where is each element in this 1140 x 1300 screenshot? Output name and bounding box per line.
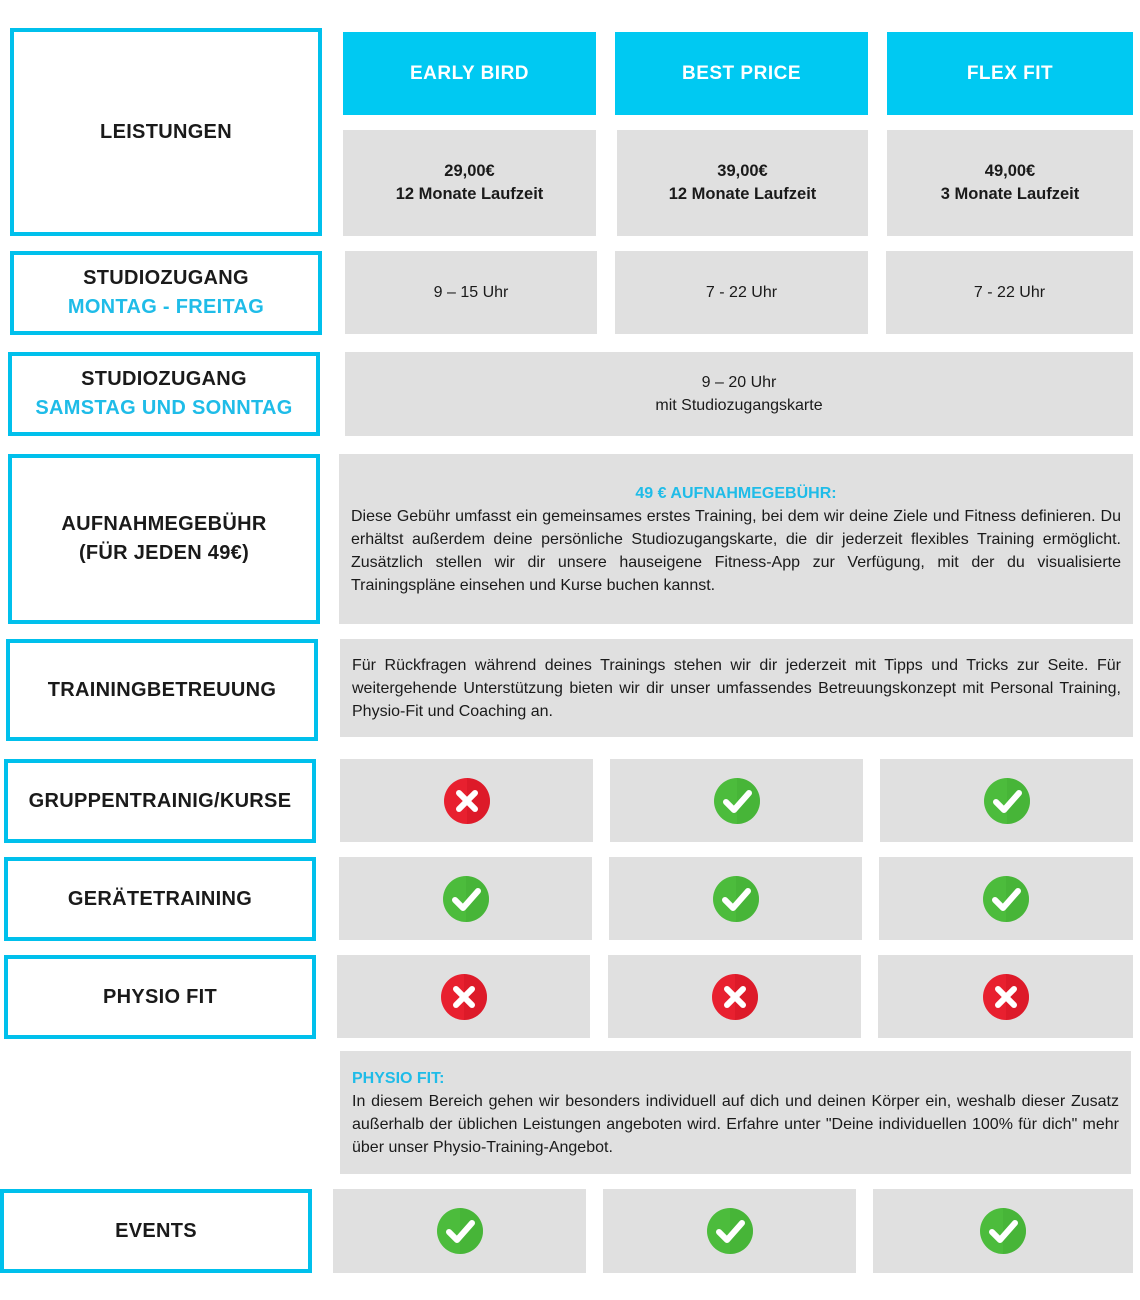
- feature-cell: [879, 857, 1133, 940]
- check-icon: [706, 1207, 754, 1255]
- row-subtitle: SAMSTAG UND SONNTAG: [35, 397, 293, 419]
- fee-info-heading: 49 € AUFNAHMEGEBÜHR:: [635, 484, 837, 502]
- plan-price-early-bird: [343, 130, 596, 236]
- plan-header-best-price: [615, 32, 868, 115]
- plan-price: 39,00€: [717, 162, 768, 180]
- fee-label: [8, 454, 320, 624]
- row-title: GRUPPENTRAINIG/KURSE: [28, 789, 292, 812]
- weekday-access-label: [10, 251, 322, 335]
- feature-cell: [333, 1189, 586, 1273]
- plan-price-best-price: [617, 130, 868, 236]
- plan-term: 3 Monate Laufzeit: [940, 185, 1080, 203]
- weekend-hours-cell: [345, 352, 1133, 436]
- check-icon: [982, 875, 1030, 923]
- weekday-hours-best-price: [615, 251, 868, 334]
- row-title: STUDIOZUGANG: [81, 368, 247, 390]
- fee-info-cell: [339, 454, 1133, 624]
- leistungen-label: [10, 28, 322, 236]
- row-title: TRAININGBETREUUNG: [47, 678, 277, 701]
- feature-cell: [609, 857, 862, 940]
- check-icon: [436, 1207, 484, 1255]
- feature-cell: [873, 1189, 1133, 1273]
- feature-cell: [603, 1189, 856, 1273]
- support-label: [6, 639, 318, 741]
- weekend-note: mit Studiozugangskarte: [655, 397, 823, 414]
- plan-price: 29,00€: [444, 162, 495, 180]
- feature-label-equipment: [4, 857, 316, 941]
- physio-info-cell: [340, 1051, 1131, 1174]
- weekday-hours-flex-fit: [886, 251, 1133, 334]
- row-title: AUFNAHMEGEBÜHR: [61, 513, 267, 535]
- feature-cell: [340, 759, 593, 842]
- weekday-hours-early-bird: [345, 251, 597, 334]
- feature-label-physio-fit: [4, 955, 316, 1039]
- plan-price: 49,00€: [984, 162, 1036, 180]
- plan-term: 12 Monate Laufzeit: [668, 185, 817, 203]
- check-icon: [979, 1207, 1027, 1255]
- check-icon: [442, 875, 490, 923]
- weekend-access-label: [8, 352, 320, 436]
- hours-text: 9 – 15 Uhr: [433, 284, 509, 301]
- cross-icon: [711, 973, 759, 1021]
- row-title: EVENTS: [115, 1219, 197, 1242]
- row-subtitle: MONTAG - FREITAG: [67, 296, 265, 318]
- feature-label-group-training: [4, 759, 316, 843]
- physio-info-heading: PHYSIO FIT:: [352, 1069, 445, 1087]
- check-icon: [713, 777, 761, 825]
- plan-name: EARLY BIRD: [409, 62, 530, 84]
- feature-cell: [337, 955, 590, 1038]
- physio-info-text: In diesem Bereich gehen wir besonders individuell auf dich und deinen Körper ein, weshalb dieser Zusatz außerhalb der üblichen Leistungen angeboten wird. Erfahre unter "Deine individuellen 100% für dich" mehr über unser Physio-Training-Angebot.: [352, 1092, 1119, 1156]
- plan-header-early-bird: [343, 32, 596, 115]
- hours-text: 7 - 22 Uhr: [705, 284, 778, 301]
- row-title: GERÄTETRAINING: [67, 887, 253, 910]
- row-subtitle-fee: (FÜR JEDEN 49€): [78, 542, 250, 564]
- feature-cell: [339, 857, 592, 940]
- cross-icon: [982, 973, 1030, 1021]
- support-info-text: Für Rückfragen während deines Trainings stehen wir dir jederzeit mit Tipps und Tricks zur Seite. Für weitergehende Unterstützung bieten wir dir unser umfassendes Betreuungskonzept mit Personal Training, Physio-Fit und Coaching an.: [352, 656, 1121, 720]
- cross-icon: [443, 777, 491, 825]
- hours-text: 7 - 22 Uhr: [973, 284, 1046, 301]
- fee-info-text: Diese Gebühr umfasst ein gemeinsames erstes Training, bei dem wir deine Ziele und Fitness definieren. Du erhältst außerdem deine persönliche Studiozugangskarte, die dir jederzeit flexibles Training ermöglicht. Zusätzlich stellen wir dir unsere hauseigene Fitness-App zur Verfügung, mit der du visualisierte Trainingspläne einsehen und Kurse buchen kannst.: [351, 507, 1121, 594]
- feature-cell: [878, 955, 1133, 1038]
- feature-cell: [608, 955, 861, 1038]
- row-title: PHYSIO FIT: [102, 985, 218, 1008]
- plan-price-flex-fit: [887, 130, 1133, 236]
- check-icon: [983, 777, 1031, 825]
- plan-name: BEST PRICE: [681, 62, 802, 84]
- weekend-hours: 9 – 20 Uhr: [701, 374, 777, 391]
- feature-cell: [610, 759, 863, 842]
- cross-icon: [440, 973, 488, 1021]
- feature-cell: [880, 759, 1133, 842]
- feature-label-events: [0, 1189, 312, 1273]
- leistungen-title: LEISTUNGEN: [100, 120, 232, 143]
- plan-header-flex-fit: [887, 32, 1133, 115]
- plan-term: 12 Monate Laufzeit: [395, 185, 544, 203]
- plan-name: FLEX FIT: [966, 62, 1054, 84]
- row-title: STUDIOZUGANG: [83, 267, 249, 289]
- check-icon: [712, 875, 760, 923]
- support-info-cell: [340, 639, 1133, 737]
